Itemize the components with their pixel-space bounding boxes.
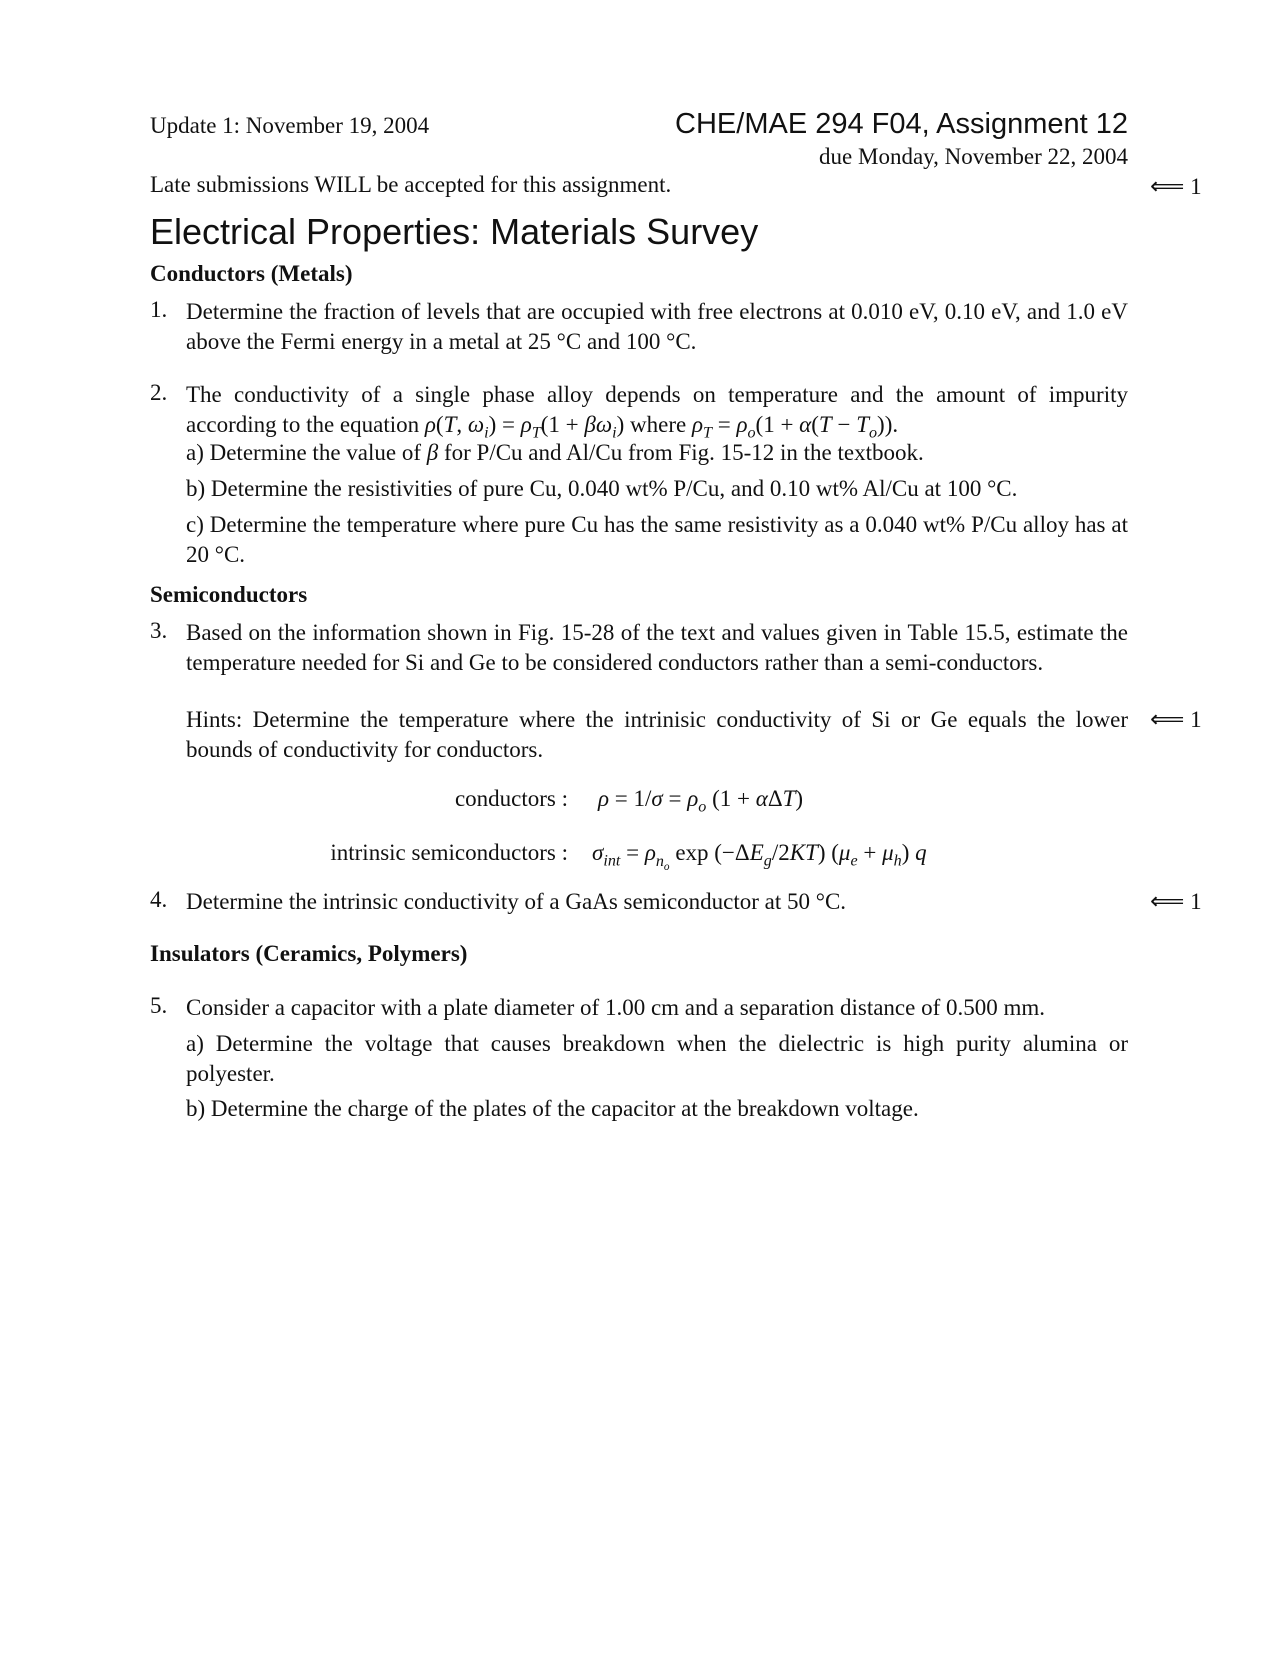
problem-2-intro-line1: The conductivity of a single phase alloy depends on temperature and the amount of impurity (186, 382, 1128, 407)
problem-2a (186, 438, 1128, 468)
change-marker (1150, 887, 1202, 915)
update-note: Update 1: November 19, 2004 (150, 113, 430, 138)
problem-1-text: Determine the fraction of levels that are occupied with free electrons at 0.010 eV, 0.10 eV, and 1.0 eV above the Fermi energy in a metal at 25 °C and 100 °C. (186, 299, 1128, 354)
due-date: due Monday, November 22, 2004 (819, 144, 1128, 169)
problem-2-intro-mid: where (630, 412, 687, 437)
left-arrow-icon: ⟸ (1150, 887, 1185, 915)
problem-2a-suffix: for P/Cu and Al/Cu from Fig. 15-12 in the textbook. (443, 440, 924, 465)
resistivity-equation: $\rho_T = \rho_o(1 + \alpha(T - T_o))$. (691, 412, 899, 442)
problem-5-text: Consider a capacitor with a plate diameter of 1.00 cm and a separation distance of 0.500 mm. (186, 995, 1046, 1020)
problem-4-text: Determine the intrinsic conductivity of a GaAs semiconductor at 50 °C. (186, 889, 847, 914)
section-insulators: Insulators (Ceramics, Polymers) (150, 941, 468, 966)
section-semiconductors: Semiconductors (150, 582, 308, 607)
problem-4-number: 4. (150, 887, 168, 912)
marker-value: 1 (1190, 174, 1202, 199)
problem-2-intro-prefix: according to the equation (186, 412, 420, 437)
problem-3-text: Based on the information shown in Fig. 15-28 of the text and values given in Table 15.5, estimate the temperature needed for Si and Ge to be considered conductors rather than a semi-conductors. (186, 620, 1128, 675)
problem-2c: c) Determine the temperature where pure Cu has the same resistivity as a 0.040 wt% P/Cu alloy has at 20 °C. (186, 512, 1128, 567)
conductor-equation: $\rho = 1/\sigma = \rho_o$ (1 + αΔT) (598, 786, 804, 816)
page-title: Electrical Properties: Materials Survey (150, 211, 759, 252)
problem-5-number: 5. (150, 993, 168, 1018)
problem-2-number: 2. (150, 380, 168, 405)
left-arrow-icon: ⟸ (1150, 172, 1185, 200)
problem-3-hint: Hints: Determine the temperature where the intrinisic conductivity of Si or Ge equals the lower bounds of conductivity for conductors. (186, 707, 1128, 762)
beta-symbol: β (426, 440, 439, 465)
problem-3-number: 3. (150, 618, 168, 643)
problem-2b: b) Determine the resistivities of pure Cu, 0.040 wt% P/Cu, and 0.10 wt% Al/Cu at 100 °C. (186, 476, 1018, 501)
marker-value: 1 (1190, 707, 1202, 732)
late-note: Late submissions WILL be accepted for this assignment. (150, 172, 672, 197)
course-title: CHE/MAE 294 F04, Assignment 12 (675, 108, 1128, 140)
change-marker (1150, 705, 1202, 733)
problem-1-number: 1. (150, 297, 168, 322)
marker-value: 1 (1190, 889, 1202, 914)
intrinsic-equation: $\sigma_{int} = \rho_{n_o}$ $\exp (-\Delta E_g/2KT) (\mu_e + \mu_h)$ q (592, 840, 927, 873)
left-arrow-icon: ⟸ (1150, 705, 1185, 733)
change-marker (1150, 172, 1202, 200)
eq1-label: conductors : (454, 786, 568, 811)
problem-5a: a) Determine the voltage that causes breakdown when the dielectric is high purity alumina or polyester. (186, 1031, 1128, 1086)
problem-5b: b) Determine the charge of the plates of the capacitor at the breakdown voltage. (186, 1096, 919, 1121)
problem-2a-prefix: a) Determine the value of (186, 440, 421, 465)
section-conductors: Conductors (Metals) (150, 261, 353, 286)
alloy-equation: ρ(T, $\omega_i) = \rho_T(1 + \beta\omega_i)$ (424, 412, 625, 442)
eq2-label: intrinsic semiconductors : (330, 840, 568, 865)
